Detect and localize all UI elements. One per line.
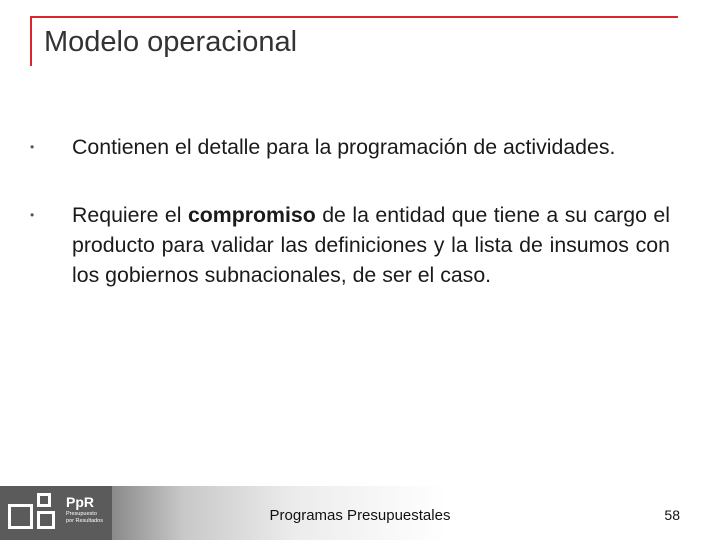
list-item: [30, 132, 670, 162]
ppr-logo: [0, 486, 112, 540]
logo-square-icon: [37, 493, 51, 507]
list-item: [30, 200, 670, 290]
logo-square-icon: [8, 504, 33, 529]
bullet-text: Requiere el: [72, 203, 188, 227]
page-number: 58: [664, 507, 680, 523]
bullet-text: Contienen el detalle para la programación de actividades.: [72, 135, 616, 159]
footer-label: Programas Presupuestales: [269, 507, 451, 524]
page-title: Modelo operacional: [44, 26, 298, 58]
logo-subtitle-line: por Resultados: [66, 517, 103, 524]
bullet-list: [30, 132, 670, 328]
bullet-marker: •: [30, 208, 35, 222]
logo-subtitle-line: Presupuesto: [66, 511, 97, 517]
logo-title: PpR: [66, 494, 94, 510]
logo-subtitle: [66, 511, 103, 524]
logo-square-icon: [37, 511, 55, 529]
bullet-text: de la entidad que tiene a su cargo el producto para validar las definiciones y la lista de insumos con los gobiernos subnacionales, de ser el caso.: [72, 203, 670, 287]
bullet-bold-text: compromiso: [187, 203, 316, 227]
bullet-marker: •: [30, 140, 35, 154]
